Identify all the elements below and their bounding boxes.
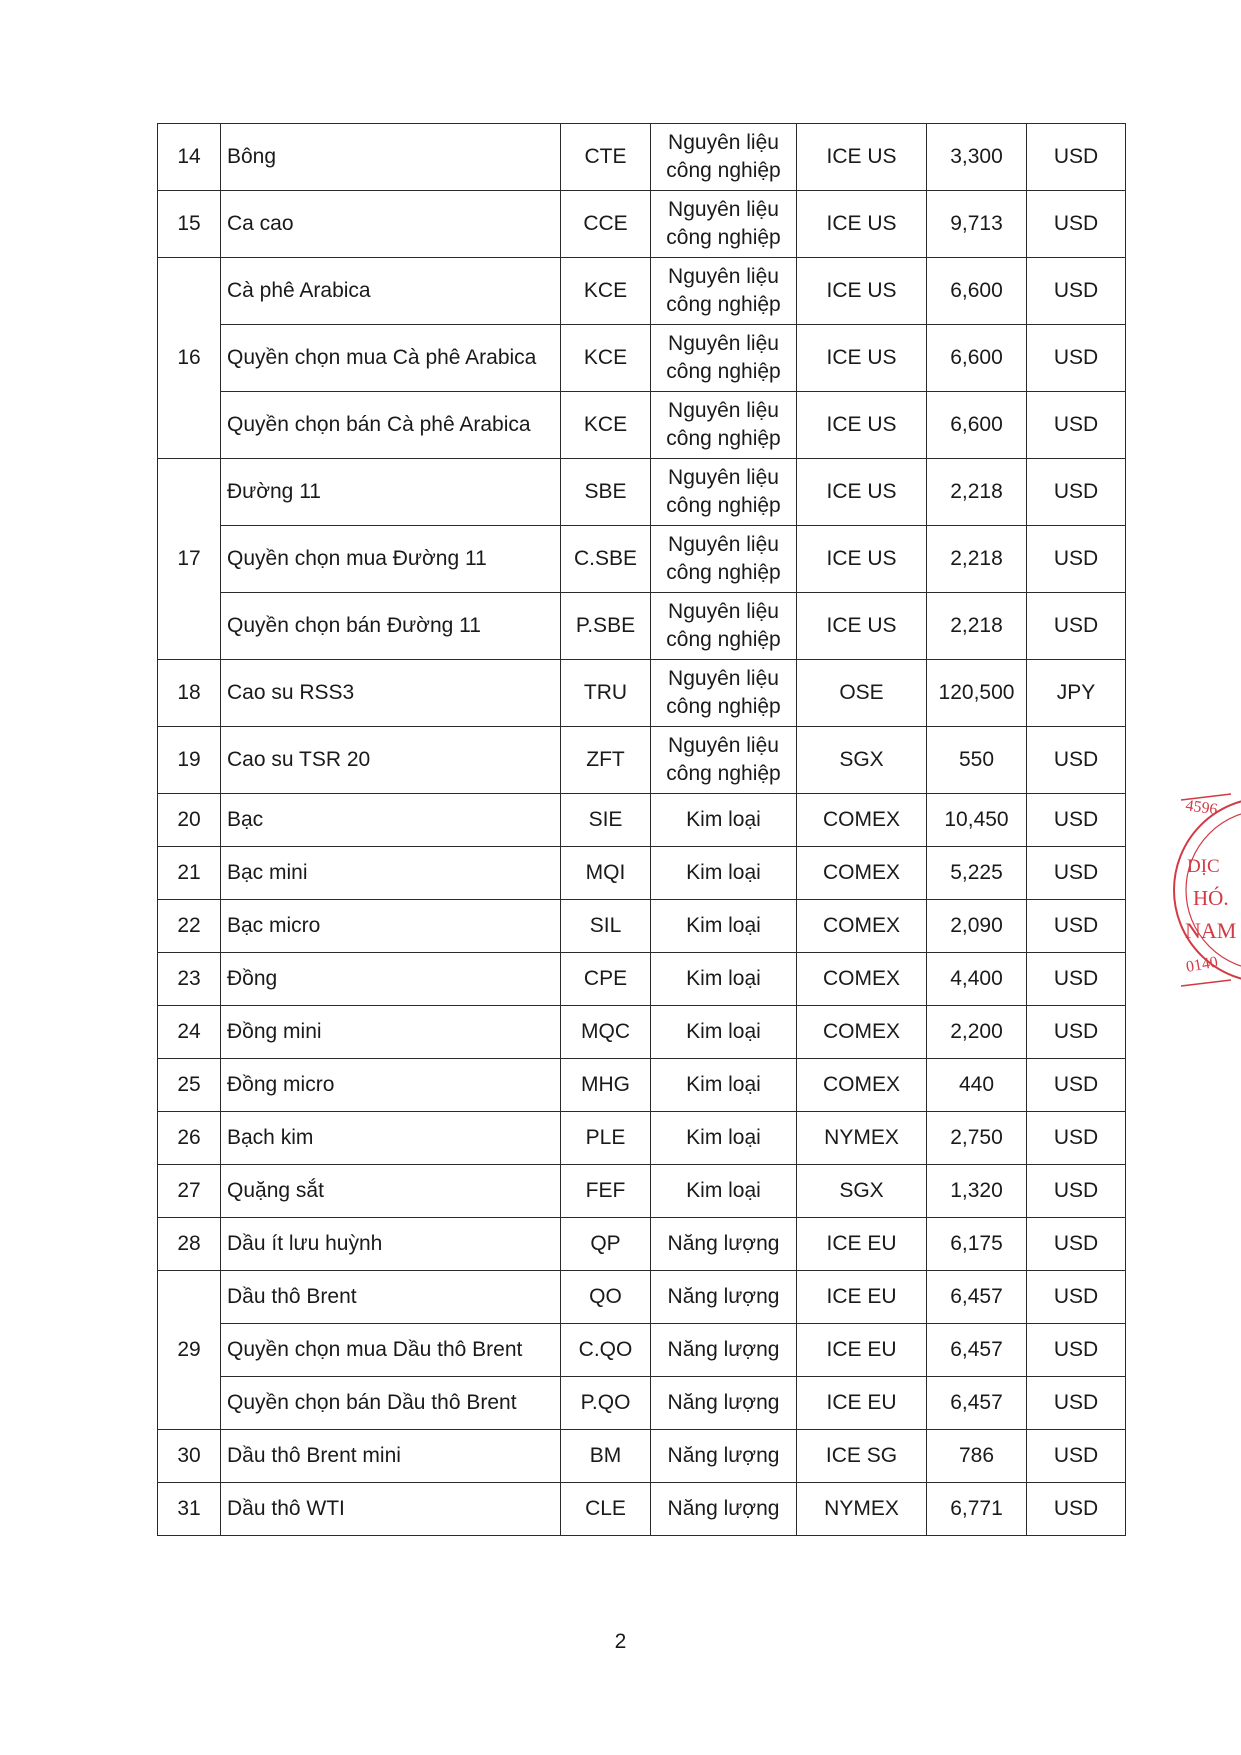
row-number-cell: 20 xyxy=(158,794,221,847)
commodity-name-cell: Đường 11 xyxy=(221,459,561,526)
margin-value-cell: 2,750 xyxy=(927,1112,1027,1165)
margin-value-cell: 6,457 xyxy=(927,1377,1027,1430)
table-row xyxy=(158,953,1126,1006)
commodity-code-cell: SIE xyxy=(561,794,651,847)
row-number-cell: 25 xyxy=(158,1059,221,1112)
table-row xyxy=(158,1218,1126,1271)
table-row xyxy=(158,900,1126,953)
table-row xyxy=(158,1059,1126,1112)
exchange-cell: ICE US xyxy=(797,459,927,526)
commodity-group-line: Kim loại xyxy=(686,1126,761,1149)
commodity-group-line: Nguyên liệu xyxy=(668,466,779,489)
commodity-group-cell xyxy=(651,794,797,847)
commodity-code-cell: TRU xyxy=(561,660,651,727)
commodity-name-cell: Quyền chọn bán Dầu thô Brent xyxy=(221,1377,561,1430)
commodity-name-cell: Quyền chọn mua Cà phê Arabica xyxy=(221,325,561,392)
margin-value-cell: 6,175 xyxy=(927,1218,1027,1271)
commodity-group-cell xyxy=(651,1006,797,1059)
commodity-group-line: Nguyên liệu xyxy=(668,600,779,623)
currency-cell: USD xyxy=(1027,1377,1126,1430)
row-number-cell: 23 xyxy=(158,953,221,1006)
table-row xyxy=(158,526,1126,593)
commodity-code-cell: KCE xyxy=(561,325,651,392)
exchange-cell: ICE EU xyxy=(797,1271,927,1324)
currency-cell: USD xyxy=(1027,526,1126,593)
margin-value-cell: 2,200 xyxy=(927,1006,1027,1059)
currency-cell: USD xyxy=(1027,1112,1126,1165)
exchange-cell: ICE SG xyxy=(797,1430,927,1483)
row-number-cell: 31 xyxy=(158,1483,221,1536)
commodity-name-cell: Quyền chọn mua Dầu thô Brent xyxy=(221,1324,561,1377)
commodity-group-cell xyxy=(651,900,797,953)
commodity-code-cell: CLE xyxy=(561,1483,651,1536)
commodity-name-cell: Cao su TSR 20 xyxy=(221,727,561,794)
exchange-cell: ICE US xyxy=(797,325,927,392)
exchange-cell: NYMEX xyxy=(797,1483,927,1536)
row-number-cell: 16 xyxy=(158,258,221,459)
margin-value-cell: 5,225 xyxy=(927,847,1027,900)
margin-value-cell: 9,713 xyxy=(927,191,1027,258)
currency-cell: USD xyxy=(1027,1059,1126,1112)
table-row xyxy=(158,258,1126,325)
row-number-cell: 17 xyxy=(158,459,221,660)
commodity-group-line: Năng lượng xyxy=(667,1232,780,1255)
commodity-code-cell: MHG xyxy=(561,1059,651,1112)
margin-value-cell: 6,771 xyxy=(927,1483,1027,1536)
table-row xyxy=(158,124,1126,191)
currency-cell: USD xyxy=(1027,847,1126,900)
commodity-group-line: Kim loại xyxy=(686,808,761,831)
commodity-name-cell: Bông xyxy=(221,124,561,191)
currency-cell: USD xyxy=(1027,593,1126,660)
margin-value-cell: 2,090 xyxy=(927,900,1027,953)
commodity-code-cell: BM xyxy=(561,1430,651,1483)
svg-text:4596: 4596 xyxy=(1184,797,1219,819)
commodity-name-cell: Dầu ít lưu huỳnh xyxy=(221,1218,561,1271)
commodity-name-cell: Quặng sắt xyxy=(221,1165,561,1218)
exchange-cell: COMEX xyxy=(797,1006,927,1059)
exchange-cell: ICE US xyxy=(797,124,927,191)
currency-cell: USD xyxy=(1027,191,1126,258)
commodity-group-line: công nghiệp xyxy=(666,427,781,450)
commodity-code-cell: QP xyxy=(561,1218,651,1271)
currency-cell: USD xyxy=(1027,1324,1126,1377)
exchange-cell: COMEX xyxy=(797,900,927,953)
exchange-cell: COMEX xyxy=(797,847,927,900)
margin-value-cell: 6,457 xyxy=(927,1271,1027,1324)
commodity-group-line: công nghiệp xyxy=(666,762,781,785)
row-number-cell: 30 xyxy=(158,1430,221,1483)
commodity-group-line: Kim loại xyxy=(686,967,761,990)
exchange-cell: COMEX xyxy=(797,953,927,1006)
seal-graphic xyxy=(1171,770,1241,1010)
commodity-group-cell xyxy=(651,258,797,325)
commodity-code-cell: FEF xyxy=(561,1165,651,1218)
commodity-group-line: Năng lượng xyxy=(667,1497,780,1520)
row-number-cell: 14 xyxy=(158,124,221,191)
commodity-group-line: Kim loại xyxy=(686,1020,761,1043)
margin-value-cell: 550 xyxy=(927,727,1027,794)
exchange-cell: COMEX xyxy=(797,794,927,847)
commodity-group-cell xyxy=(651,325,797,392)
row-number-cell: 28 xyxy=(158,1218,221,1271)
margin-value-cell: 440 xyxy=(927,1059,1027,1112)
commodity-name-cell: Cà phê Arabica xyxy=(221,258,561,325)
commodity-group-line: công nghiệp xyxy=(666,695,781,718)
currency-cell: JPY xyxy=(1027,660,1126,727)
commodity-name-cell: Đồng micro xyxy=(221,1059,561,1112)
table-row xyxy=(158,847,1126,900)
red-seal-stamp xyxy=(1171,770,1241,1010)
table-row xyxy=(158,325,1126,392)
commodity-name-cell: Bạc xyxy=(221,794,561,847)
commodity-code-cell: ZFT xyxy=(561,727,651,794)
commodity-group-line: Nguyên liệu xyxy=(668,533,779,556)
margin-value-cell: 6,600 xyxy=(927,392,1027,459)
commodity-group-line: Kim loại xyxy=(686,861,761,884)
margin-value-cell: 2,218 xyxy=(927,526,1027,593)
exchange-cell: COMEX xyxy=(797,1059,927,1112)
commodity-group-cell xyxy=(651,1271,797,1324)
commodity-name-cell: Bạch kim xyxy=(221,1112,561,1165)
commodity-group-line: công nghiệp xyxy=(666,561,781,584)
page-number: 2 xyxy=(614,1630,627,1653)
currency-cell: USD xyxy=(1027,953,1126,1006)
commodity-name-cell: Đồng xyxy=(221,953,561,1006)
commodity-group-line: Năng lượng xyxy=(667,1285,780,1308)
margin-value-cell: 1,320 xyxy=(927,1165,1027,1218)
table-row xyxy=(158,593,1126,660)
currency-cell: USD xyxy=(1027,392,1126,459)
exchange-cell: ICE US xyxy=(797,191,927,258)
commodity-name-cell: Dầu thô WTI xyxy=(221,1483,561,1536)
table-row xyxy=(158,1377,1126,1430)
margin-value-cell: 3,300 xyxy=(927,124,1027,191)
commodity-group-line: Nguyên liệu xyxy=(668,265,779,288)
table-row xyxy=(158,1112,1126,1165)
table-row xyxy=(158,1430,1126,1483)
commodity-code-cell: CTE xyxy=(561,124,651,191)
commodity-code-cell: MQI xyxy=(561,847,651,900)
commodity-group-line: Nguyên liệu xyxy=(668,399,779,422)
commodity-name-cell: Bạc micro xyxy=(221,900,561,953)
commodity-name-cell: Cao su RSS3 xyxy=(221,660,561,727)
commodity-group-cell xyxy=(651,124,797,191)
commodity-code-cell: PLE xyxy=(561,1112,651,1165)
commodity-group-cell xyxy=(651,1324,797,1377)
exchange-cell: ICE US xyxy=(797,526,927,593)
commodity-group-cell xyxy=(651,847,797,900)
table-row xyxy=(158,459,1126,526)
commodity-group-line: công nghiệp xyxy=(666,628,781,651)
table-body xyxy=(158,124,1126,1536)
currency-cell: USD xyxy=(1027,325,1126,392)
svg-text:DỊC: DỊC xyxy=(1187,856,1220,877)
commodity-name-cell: Đồng mini xyxy=(221,1006,561,1059)
margin-value-cell: 6,457 xyxy=(927,1324,1027,1377)
commodity-group-line: Nguyên liệu xyxy=(668,131,779,154)
row-number-cell: 15 xyxy=(158,191,221,258)
table-row xyxy=(158,1271,1126,1324)
commodity-group-line: công nghiệp xyxy=(666,494,781,517)
commodity-group-line: Nguyên liệu xyxy=(668,734,779,757)
commodity-group-line: Năng lượng xyxy=(667,1444,780,1467)
currency-cell: USD xyxy=(1027,1006,1126,1059)
margin-value-cell: 786 xyxy=(927,1430,1027,1483)
currency-cell: USD xyxy=(1027,459,1126,526)
commodity-group-line: công nghiệp xyxy=(666,293,781,316)
commodity-code-cell: CCE xyxy=(561,191,651,258)
commodity-group-cell xyxy=(651,1218,797,1271)
commodity-code-cell: SBE xyxy=(561,459,651,526)
table-row xyxy=(158,1165,1126,1218)
commodity-table xyxy=(157,123,1126,1536)
commodity-group-cell xyxy=(651,1112,797,1165)
svg-text:0140: 0140 xyxy=(1184,953,1220,976)
commodity-group-cell xyxy=(651,392,797,459)
commodity-group-cell xyxy=(651,1165,797,1218)
commodity-group-cell xyxy=(651,1059,797,1112)
commodity-code-cell: SIL xyxy=(561,900,651,953)
margin-value-cell: 10,450 xyxy=(927,794,1027,847)
margin-value-cell: 6,600 xyxy=(927,325,1027,392)
commodity-group-cell xyxy=(651,593,797,660)
commodity-name-cell: Ca cao xyxy=(221,191,561,258)
margin-value-cell: 2,218 xyxy=(927,593,1027,660)
commodity-code-cell: MQC xyxy=(561,1006,651,1059)
row-number-cell: 29 xyxy=(158,1271,221,1430)
svg-text:HÓ.: HÓ. xyxy=(1193,886,1229,910)
commodity-code-cell: C.SBE xyxy=(561,526,651,593)
commodity-code-cell: KCE xyxy=(561,392,651,459)
currency-cell: USD xyxy=(1027,900,1126,953)
commodity-code-cell: QO xyxy=(561,1271,651,1324)
commodity-group-cell xyxy=(651,727,797,794)
commodity-code-cell: P.QO xyxy=(561,1377,651,1430)
currency-cell: USD xyxy=(1027,1271,1126,1324)
commodity-code-cell: C.QO xyxy=(561,1324,651,1377)
table-row xyxy=(158,660,1126,727)
currency-cell: USD xyxy=(1027,258,1126,325)
commodity-group-line: công nghiệp xyxy=(666,360,781,383)
row-number-cell: 24 xyxy=(158,1006,221,1059)
commodity-name-cell: Quyền chọn bán Cà phê Arabica xyxy=(221,392,561,459)
commodity-group-cell xyxy=(651,526,797,593)
exchange-cell: ICE EU xyxy=(797,1324,927,1377)
svg-text:NAM: NAM xyxy=(1185,918,1237,943)
exchange-cell: ICE EU xyxy=(797,1377,927,1430)
commodity-group-line: Nguyên liệu xyxy=(668,667,779,690)
margin-value-cell: 4,400 xyxy=(927,953,1027,1006)
commodity-group-line: Năng lượng xyxy=(667,1391,780,1414)
table-row xyxy=(158,794,1126,847)
currency-cell: USD xyxy=(1027,1165,1126,1218)
commodity-name-cell: Quyền chọn bán Đường 11 xyxy=(221,593,561,660)
table-row xyxy=(158,727,1126,794)
commodity-group-cell xyxy=(651,191,797,258)
commodity-group-cell xyxy=(651,1430,797,1483)
row-number-cell: 26 xyxy=(158,1112,221,1165)
commodity-code-cell: KCE xyxy=(561,258,651,325)
exchange-cell: SGX xyxy=(797,727,927,794)
commodity-group-line: Kim loại xyxy=(686,1073,761,1096)
row-number-cell: 22 xyxy=(158,900,221,953)
exchange-cell: ICE US xyxy=(797,593,927,660)
currency-cell: USD xyxy=(1027,794,1126,847)
table-row xyxy=(158,1483,1126,1536)
commodity-name-cell: Quyền chọn mua Đường 11 xyxy=(221,526,561,593)
exchange-cell: ICE US xyxy=(797,258,927,325)
margin-value-cell: 120,500 xyxy=(927,660,1027,727)
row-number-cell: 21 xyxy=(158,847,221,900)
table-row xyxy=(158,1324,1126,1377)
exchange-cell: OSE xyxy=(797,660,927,727)
commodity-code-cell: CPE xyxy=(561,953,651,1006)
commodity-group-cell xyxy=(651,953,797,1006)
commodity-group-cell xyxy=(651,1483,797,1536)
commodity-group-line: Kim loại xyxy=(686,1179,761,1202)
commodity-code-cell: P.SBE xyxy=(561,593,651,660)
commodity-group-cell xyxy=(651,459,797,526)
table-row xyxy=(158,1006,1126,1059)
commodity-group-line: Kim loại xyxy=(686,914,761,937)
commodity-group-line: Nguyên liệu xyxy=(668,198,779,221)
currency-cell: USD xyxy=(1027,1218,1126,1271)
commodity-name-cell: Dầu thô Brent xyxy=(221,1271,561,1324)
commodity-group-cell xyxy=(651,1377,797,1430)
exchange-cell: NYMEX xyxy=(797,1112,927,1165)
exchange-cell: ICE EU xyxy=(797,1218,927,1271)
commodity-group-line: công nghiệp xyxy=(666,226,781,249)
row-number-cell: 19 xyxy=(158,727,221,794)
commodity-group-cell xyxy=(651,660,797,727)
commodity-group-line: công nghiệp xyxy=(666,159,781,182)
currency-cell: USD xyxy=(1027,1483,1126,1536)
commodity-group-line: Năng lượng xyxy=(667,1338,780,1361)
commodity-group-line: Nguyên liệu xyxy=(668,332,779,355)
exchange-cell: ICE US xyxy=(797,392,927,459)
currency-cell: USD xyxy=(1027,727,1126,794)
margin-value-cell: 2,218 xyxy=(927,459,1027,526)
currency-cell: USD xyxy=(1027,1430,1126,1483)
currency-cell: USD xyxy=(1027,124,1126,191)
table-row xyxy=(158,392,1126,459)
exchange-cell: SGX xyxy=(797,1165,927,1218)
table-row xyxy=(158,191,1126,258)
row-number-cell: 18 xyxy=(158,660,221,727)
row-number-cell: 27 xyxy=(158,1165,221,1218)
margin-value-cell: 6,600 xyxy=(927,258,1027,325)
commodity-name-cell: Dầu thô Brent mini xyxy=(221,1430,561,1483)
commodity-name-cell: Bạc mini xyxy=(221,847,561,900)
